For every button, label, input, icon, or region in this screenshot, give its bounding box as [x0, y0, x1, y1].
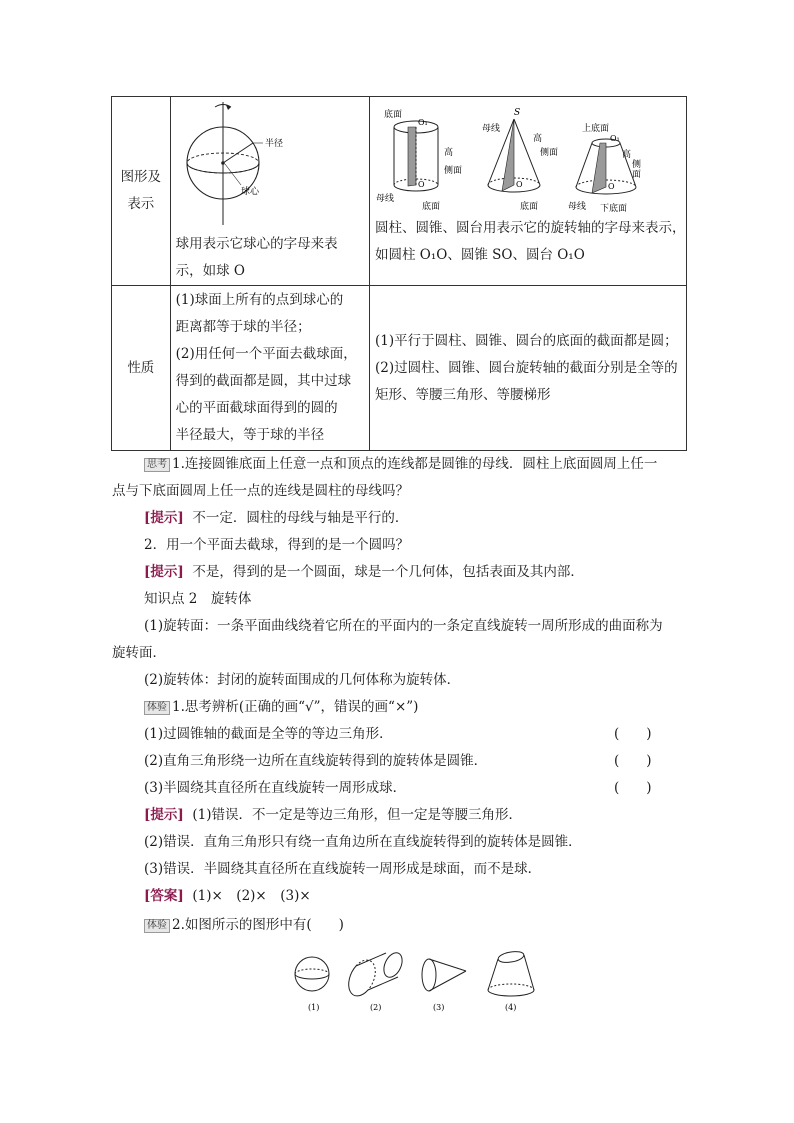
cylinder-label-top: 底面 — [384, 110, 403, 120]
sphere-prop-line: 半径最大，等于球的半径 — [175, 427, 325, 443]
think-a1 — [144, 506, 408, 526]
exp2-tag: 体验 — [144, 919, 170, 933]
exp2-title-text: 2.如图所示的图形中有( ) — [172, 917, 344, 933]
exp1-item: (1)过圆锥轴的截面是全等的等边三角形． — [144, 726, 393, 742]
exp2-cone-figure — [422, 959, 466, 991]
knowledge-p2: (2)旋转体：封闭的旋转面围成的几何体称为旋转体． — [144, 672, 461, 688]
frustum-label-bottom: 下底面 — [600, 204, 628, 214]
think-q1-line2: 点与下底面圆周上任一点的连线是圆柱的母线吗？ — [112, 483, 409, 499]
think-q1-text: 1.连接圆锥底面上任意一点和顶点的连线都是圆锥的母线．圆柱上底面圆周上任一 — [172, 456, 658, 472]
frustum-figure — [568, 122, 641, 214]
exp1-item: (2)直角三角形绕一边所在直线旋转得到的旋转体是圆锥． — [144, 753, 488, 769]
knowledge-title: 知识点 2 旋转体 — [144, 591, 252, 607]
sphere-prop-line: 心的平面截球面得到的圆的 — [175, 400, 338, 416]
exp1-hint2: (2)错误．直角三角形只有绕一直角边所在直线旋转得到的旋转体是圆锥． — [144, 834, 582, 850]
exp2-figures — [290, 948, 540, 1014]
exp2-title — [144, 913, 344, 933]
frustum-label-side1: 侧 — [632, 160, 642, 170]
sphere-figure — [171, 97, 365, 227]
row-label-line: 表示 — [127, 196, 155, 212]
think-tag: 思考 — [144, 458, 170, 472]
solids-prop-line: (2)过圆柱、圆锥、圆台旋转轴的截面分别是全等的 — [375, 359, 678, 376]
sphere-prop-line: (2)用任何一个平面去截球面， — [175, 346, 357, 362]
frustum-label-height: 高 — [622, 150, 632, 160]
exp1-hint3: (3)错误．半圆绕其直径所在直线旋转一周形成是球面，而不是球． — [144, 861, 542, 877]
exp1-title-text: 1.思考辨析(正确的画“√”，错误的画“×”) — [172, 699, 419, 715]
exp2-caption: (4) — [505, 1003, 517, 1012]
solids-table — [111, 96, 687, 451]
sphere-cell — [170, 97, 369, 286]
solids-caption-line: 如圆柱 O₁O、圆锥 SO、圆台 O₁O — [375, 247, 585, 263]
hint-label: [提示] — [144, 510, 184, 526]
knowledge-p1-line1: (1)旋转面：一条平面曲线绕着它所在的平面内的一条定直线旋转一周所形成的曲面称为 — [144, 618, 663, 634]
think-a2-text: 不是，得到的是一个圆面，球是一个几何体，包括表面及其内部． — [192, 564, 584, 580]
solids-prop-line: (1)平行于圆柱、圆锥、圆台的底面的截面都是圆； — [375, 332, 678, 349]
exp2-sphere-figure — [295, 957, 329, 991]
exp1-tag: 体验 — [144, 701, 170, 715]
exp1-title — [144, 695, 418, 715]
cone-label-height: 高 — [533, 134, 543, 144]
row-label-properties: 性质 — [112, 286, 171, 451]
cone-label-generatrix: 母线 — [482, 124, 501, 134]
cylinder-label-side: 侧面 — [444, 166, 463, 176]
cylinder-label-o1: O₁ — [418, 118, 428, 127]
frustum-label-side2: 面 — [632, 170, 642, 180]
hint-label: [提示] — [144, 807, 184, 823]
solids-cell — [370, 97, 687, 286]
cone-label-o: O — [516, 180, 523, 189]
cone-label-bottom: 底面 — [520, 202, 539, 212]
exp2-caption: (2) — [370, 1003, 382, 1012]
sphere-prop-line: (1)球面上所有的点到球心的 — [175, 292, 344, 308]
cylinder-label-o: O — [418, 180, 425, 189]
exp2-frustum-figure — [488, 950, 534, 996]
cylinder-label-height: 高 — [444, 148, 454, 158]
solids-props-cell — [370, 286, 687, 451]
frustum-label-o: O — [608, 182, 615, 191]
cylinder-label-generatrix: 母线 — [376, 194, 395, 204]
exp1-item: (3)半圆绕其直径所在直线旋转一周形成球． — [144, 780, 407, 796]
sphere-caption-line: 球用表示它球心的字母来表 — [175, 236, 338, 252]
sphere-label-radius: 半径 — [264, 139, 283, 149]
row-label-figure — [112, 97, 171, 286]
answer-label: [答案] — [144, 888, 184, 904]
think-q1-line1 — [144, 452, 657, 472]
exp1-hint1-text: (1)错误．不一定是等边三角形，但一定是等腰三角形． — [192, 807, 522, 823]
exp1-answer-text: (1)× (2)× (3)× — [192, 888, 311, 904]
cone-figure — [482, 108, 558, 212]
frustum-label-generatrix: 母线 — [568, 202, 587, 212]
sphere-props-cell — [170, 286, 369, 451]
solids-figure — [370, 97, 686, 215]
sphere-prop-line: 得到的截面都是圆，其中过球 — [175, 373, 352, 389]
knowledge-p1-line2: 旋转面． — [112, 645, 166, 661]
answer-paren: ( ) — [614, 753, 652, 769]
cylinder-label-bottom: 底面 — [422, 202, 441, 212]
exp2-cylinder-figure — [349, 950, 406, 996]
think-a2 — [144, 560, 584, 580]
exp2-caption: (1) — [308, 1003, 320, 1012]
row-label-line: 图形及 — [120, 169, 162, 185]
exp1-hint1 — [144, 803, 522, 823]
exp1-answer — [144, 884, 311, 904]
cylinder-figure — [376, 108, 462, 212]
solids-caption-line: 圆柱、圆锥、圆台用表示它的旋转轴的字母来表示， — [375, 220, 686, 236]
hint-label: [提示] — [144, 564, 184, 580]
answer-paren: ( ) — [614, 726, 652, 742]
think-a1-text: 不一定．圆柱的母线与轴是平行的． — [192, 510, 409, 526]
sphere-prop-line: 距离都等于球的半径； — [175, 319, 311, 335]
frustum-label-top: 上底面 — [582, 124, 610, 134]
think-q2: 2．用一个平面去截球，得到的是一个圆吗？ — [144, 537, 410, 553]
answer-paren: ( ) — [614, 780, 652, 796]
frustum-label-o1: O₁ — [610, 134, 620, 143]
sphere-label-center: 球心 — [240, 187, 259, 197]
cone-label-s: S — [514, 108, 521, 118]
exp2-caption: (3) — [433, 1003, 445, 1012]
solids-prop-line: 矩形、等腰三角形、等腰梯形 — [375, 386, 551, 403]
sphere-caption-line: 示，如球 O — [175, 263, 245, 279]
cone-label-side: 侧面 — [540, 148, 559, 158]
